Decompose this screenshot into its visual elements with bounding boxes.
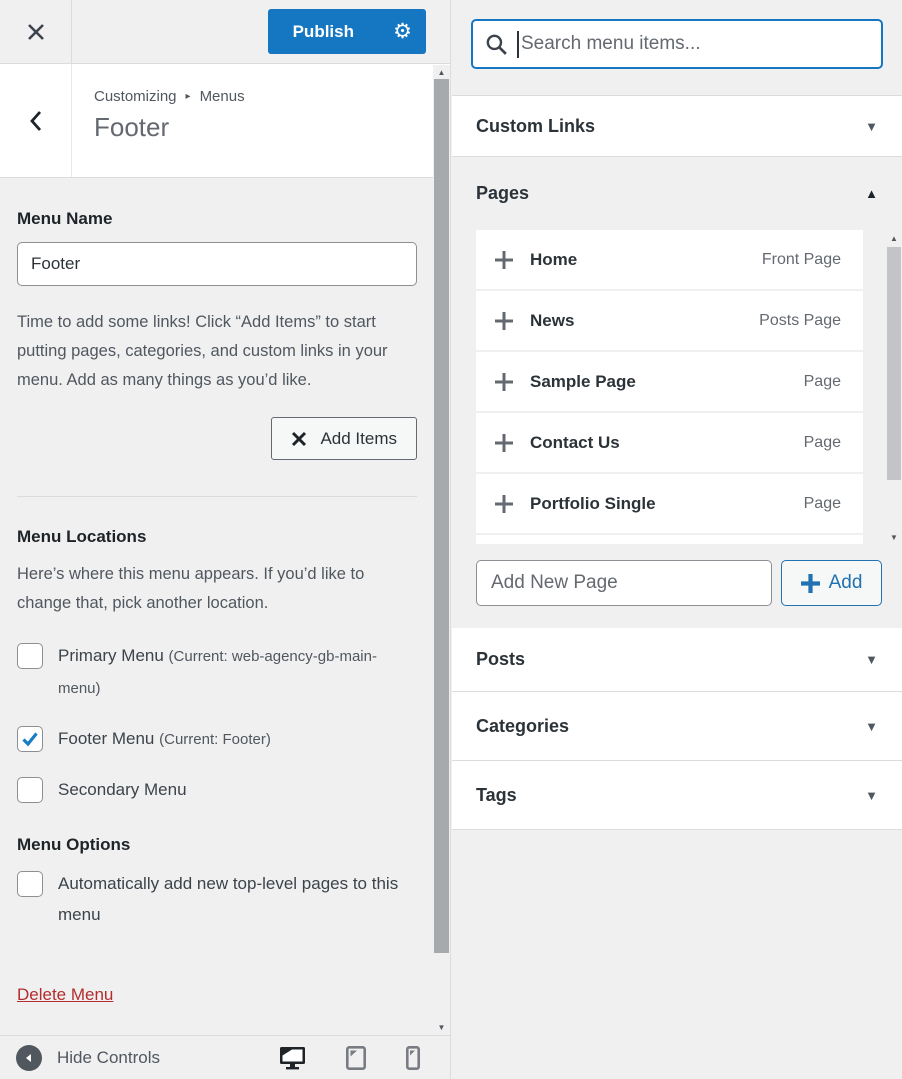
plus-icon bbox=[495, 251, 513, 269]
page-item-news[interactable] bbox=[476, 291, 863, 350]
scroll-up-arrow-icon[interactable]: ▲ bbox=[890, 234, 898, 243]
accordion-categories[interactable] bbox=[452, 692, 902, 761]
close-x-icon bbox=[291, 431, 307, 447]
chevron-down-icon: ▼ bbox=[865, 118, 878, 134]
auto-add-checkbox[interactable] bbox=[17, 871, 43, 897]
auto-add-label: Automatically add new top-level pages to this menu bbox=[58, 874, 399, 924]
tablet-preview-button[interactable] bbox=[346, 1046, 366, 1070]
add-items-button[interactable] bbox=[271, 417, 417, 460]
page-title: Contact Us bbox=[530, 432, 620, 452]
pages-label: Pages bbox=[476, 183, 530, 203]
collapse-sidebar-button[interactable] bbox=[16, 1045, 42, 1071]
menu-locations-heading: Menu Locations bbox=[17, 527, 147, 546]
tags-label: Tags bbox=[476, 784, 517, 805]
add-new-page-input[interactable] bbox=[476, 560, 772, 606]
plus-icon bbox=[801, 574, 820, 593]
checkmark-icon bbox=[20, 729, 40, 749]
add-new-page-row bbox=[476, 560, 882, 606]
secondary-menu-checkbox[interactable] bbox=[17, 777, 43, 803]
accordion-group bbox=[452, 628, 902, 830]
topbar-spacer bbox=[72, 0, 268, 63]
gear-icon: ⚙ bbox=[393, 20, 412, 43]
footer-menu-current: (Current: Footer) bbox=[159, 731, 271, 748]
pages-list-scrollbar[interactable] bbox=[886, 231, 902, 545]
primary-menu-label bbox=[58, 640, 417, 704]
close-icon bbox=[27, 23, 45, 41]
primary-menu-label-text: Primary Menu bbox=[58, 646, 164, 665]
plus-icon bbox=[495, 495, 513, 513]
text-cursor bbox=[517, 31, 519, 58]
page-item-contact-us[interactable] bbox=[476, 413, 863, 472]
add-items-label: Add Items bbox=[320, 428, 397, 448]
publish-button[interactable]: Publish bbox=[268, 9, 379, 54]
accordion-tags[interactable] bbox=[452, 761, 902, 830]
panel-header bbox=[0, 64, 450, 178]
menu-settings-content bbox=[0, 179, 434, 1035]
add-button-label: Add bbox=[828, 572, 863, 593]
menu-options-heading: Menu Options bbox=[17, 835, 131, 854]
breadcrumb-separator-icon: ▸ bbox=[185, 91, 191, 102]
page-title: Portfolio Single bbox=[530, 493, 656, 513]
page-type: Page bbox=[803, 433, 841, 451]
desktop-preview-button[interactable] bbox=[279, 1046, 306, 1070]
close-customizer-button[interactable] bbox=[0, 0, 72, 63]
mobile-preview-button[interactable] bbox=[406, 1046, 420, 1070]
page-title: Sample Page bbox=[530, 371, 636, 391]
page-item-sample-page[interactable] bbox=[476, 352, 863, 411]
breadcrumb-customizing: Customizing bbox=[94, 88, 177, 105]
back-button[interactable] bbox=[0, 64, 72, 177]
location-row-secondary bbox=[17, 774, 417, 805]
search-area bbox=[452, 0, 902, 96]
scroll-down-arrow-icon[interactable]: ▼ bbox=[437, 1023, 446, 1032]
scrollbar-thumb[interactable] bbox=[434, 79, 449, 953]
tablet-icon bbox=[346, 1046, 366, 1070]
primary-menu-checkbox[interactable] bbox=[17, 643, 43, 669]
device-preview-buttons bbox=[279, 1046, 420, 1070]
section-divider bbox=[17, 496, 417, 497]
primary-menu-current: (Current: web-agency-gb-main-menu) bbox=[58, 648, 377, 697]
auto-add-row bbox=[17, 868, 417, 930]
search-icon bbox=[484, 32, 509, 57]
page-title: Home bbox=[530, 249, 578, 269]
publish-group bbox=[268, 9, 426, 54]
accordion-posts[interactable] bbox=[452, 628, 902, 692]
menu-locations-description: Here’s where this menu appears. If you’d like to change that, pick another location. bbox=[17, 565, 365, 612]
footer-menu-checkbox[interactable] bbox=[17, 726, 43, 752]
scrollbar-thumb[interactable] bbox=[887, 247, 901, 480]
add-page-button[interactable] bbox=[781, 560, 882, 606]
arrow-left-icon bbox=[23, 1052, 35, 1064]
page-type: Front Page bbox=[761, 250, 841, 268]
chevron-down-icon: ▼ bbox=[865, 652, 878, 667]
breadcrumb bbox=[94, 88, 245, 105]
scroll-up-arrow-icon[interactable]: ▲ bbox=[437, 68, 446, 77]
page-type: Posts Page bbox=[759, 311, 841, 329]
page-type: Page bbox=[803, 372, 841, 390]
add-items-row bbox=[17, 417, 417, 460]
chevron-down-icon: ▼ bbox=[865, 787, 878, 803]
sidebar-scrollbar[interactable] bbox=[433, 65, 450, 1035]
hide-controls-label[interactable]: Hide Controls bbox=[57, 1047, 160, 1067]
secondary-menu-label-text: Secondary Menu bbox=[58, 780, 187, 799]
scroll-down-arrow-icon[interactable]: ▼ bbox=[890, 533, 898, 542]
plus-icon bbox=[495, 373, 513, 391]
partial-page-row bbox=[476, 535, 863, 544]
header-text bbox=[72, 64, 245, 177]
footer-menu-label-text: Footer Menu bbox=[58, 729, 155, 748]
publish-settings-button[interactable] bbox=[379, 9, 426, 54]
search-box bbox=[471, 19, 883, 69]
intro-text: Time to add some links! Click “Add Items” to start putting pages, categories, and custom links in your menu. Add as many things as you’d like. bbox=[17, 313, 388, 389]
delete-menu-link[interactable]: Delete Menu bbox=[17, 985, 114, 1004]
mobile-icon bbox=[406, 1046, 420, 1070]
customizer-topbar bbox=[0, 0, 450, 64]
secondary-menu-label bbox=[58, 774, 187, 805]
page-type: Page bbox=[803, 494, 841, 512]
available-menu-items-panel bbox=[452, 0, 902, 1079]
accordion-pages[interactable] bbox=[452, 157, 902, 230]
page-item-portfolio-single[interactable] bbox=[476, 474, 863, 533]
search-menu-items-input[interactable] bbox=[521, 33, 870, 55]
menu-name-input[interactable] bbox=[17, 242, 417, 286]
chevron-up-icon: ▲ bbox=[865, 186, 878, 201]
accordion-custom-links[interactable] bbox=[452, 96, 902, 157]
location-row-primary bbox=[17, 640, 417, 704]
page-title: Footer bbox=[94, 112, 170, 142]
custom-links-label: Custom Links bbox=[476, 115, 596, 136]
pages-list bbox=[476, 230, 863, 544]
customizer-footer-bar bbox=[0, 1035, 450, 1079]
posts-label: Posts bbox=[476, 649, 526, 669]
menu-name-label: Menu Name bbox=[17, 209, 113, 228]
categories-label: Categories bbox=[476, 715, 570, 736]
chevron-left-icon bbox=[28, 109, 44, 133]
page-title: News bbox=[530, 310, 575, 330]
plus-icon bbox=[495, 434, 513, 452]
footer-menu-label bbox=[58, 723, 271, 755]
plus-icon bbox=[495, 312, 513, 330]
page-item-home[interactable] bbox=[476, 230, 863, 289]
breadcrumb-menus: Menus bbox=[199, 88, 245, 105]
location-row-footer bbox=[17, 723, 417, 755]
chevron-down-icon: ▼ bbox=[865, 718, 878, 734]
desktop-icon bbox=[279, 1046, 306, 1070]
